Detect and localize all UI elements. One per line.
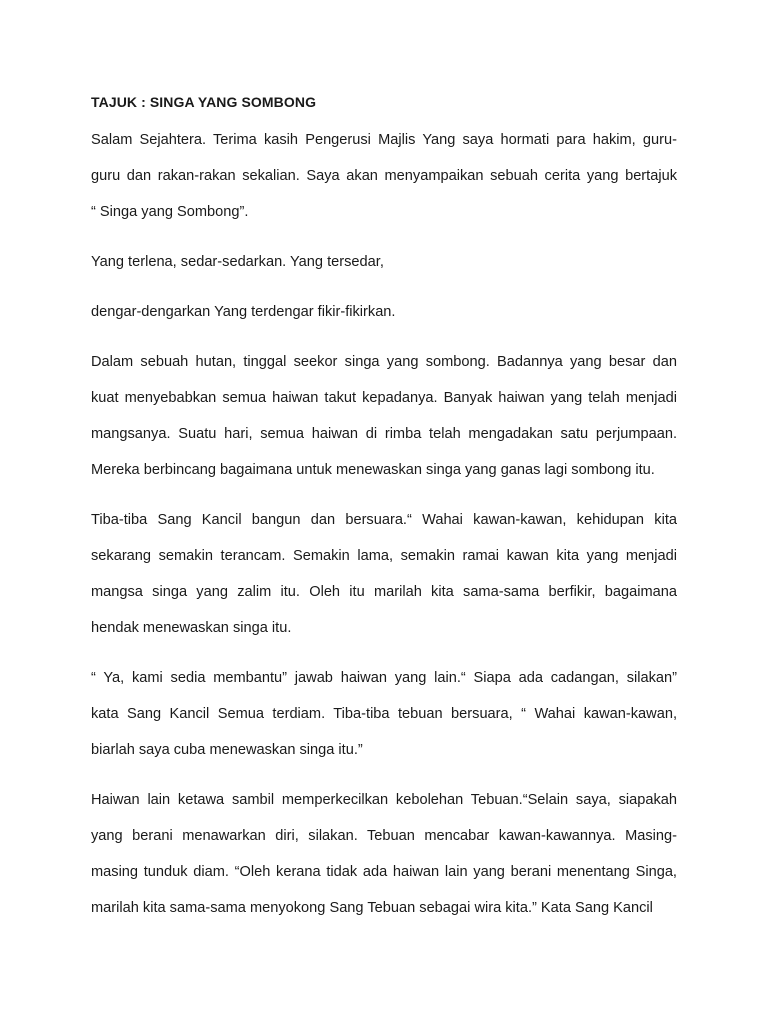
- text-line: Mereka berbincang bagaimana untuk menewaskan singa yang ganas lagi sombong itu.: [91, 462, 655, 478]
- text-line: “ Singa yang Sombong”.: [91, 204, 249, 220]
- text-line: Salam Sejahtera. Terima kasih Pengerusi Majlis Yang saya hormati para hakim, guru-: [91, 132, 677, 148]
- text-line: sekarang semakin terancam. Semakin lama, semakin ramai kawan kita yang menjadi: [91, 548, 677, 564]
- text-line: kata Sang Kancil Semua terdiam. Tiba-tiba tebuan bersuara, “ Wahai kawan-kawan,: [91, 706, 677, 722]
- paragraph-pantun-2: [91, 294, 677, 330]
- document-title: TAJUK : SINGA YANG SOMBONG: [91, 94, 317, 110]
- text-line: “ Ya, kami sedia membantu” jawab haiwan yang lain.“ Siapa ada cadangan, silakan”: [91, 670, 677, 686]
- text-line: guru dan rakan-rakan sekalian. Saya akan menyampaikan sebuah cerita yang bertajuk: [91, 168, 677, 184]
- text-line: yang berani menawarkan diri, silakan. Tebuan mencabar kawan-kawannya. Masing-: [91, 828, 677, 844]
- text-line: hendak menewaskan singa itu.: [91, 620, 292, 636]
- text-line: kuat menyebabkan semua haiwan takut kepadanya. Banyak haiwan yang telah menjadi: [91, 390, 677, 406]
- paragraph-animals-laugh: [91, 782, 677, 926]
- paragraph-greeting: [91, 122, 677, 230]
- text-line: masing tunduk diam. “Oleh kerana tidak ada haiwan lain yang berani menentang Singa,: [91, 864, 677, 880]
- paragraph-kancil-speech: [91, 502, 677, 646]
- paragraph-pantun-1: [91, 244, 677, 280]
- text-line: dengar-dengarkan Yang terdengar fikir-fikirkan.: [91, 304, 396, 320]
- text-line: marilah kita sama-sama menyokong Sang Tebuan sebagai wira kita.” Kata Sang Kancil: [91, 900, 653, 916]
- text-line: Haiwan lain ketawa sambil memperkecilkan kebolehan Tebuan.“Selain saya, siapakah: [91, 792, 677, 808]
- document-body: [91, 92, 677, 940]
- text-line: Tiba-tiba Sang Kancil bangun dan bersuara.“ Wahai kawan-kawan, kehidupan kita: [91, 512, 677, 528]
- text-line: biarlah saya cuba menewaskan singa itu.”: [91, 742, 363, 758]
- text-line: mangsa singa yang zalim itu. Oleh itu marilah kita sama-sama berfikir, bagaimana: [91, 584, 677, 600]
- paragraph-story-intro: [91, 344, 677, 488]
- text-line: Yang terlena, sedar-sedarkan. Yang tersedar,: [91, 254, 384, 270]
- paragraph-tebuan-offer: [91, 660, 677, 768]
- text-line: Dalam sebuah hutan, tinggal seekor singa yang sombong. Badannya yang besar dan: [91, 354, 677, 370]
- text-line: mangsanya. Suatu hari, semua haiwan di rimba telah mengadakan satu perjumpaan.: [91, 426, 677, 442]
